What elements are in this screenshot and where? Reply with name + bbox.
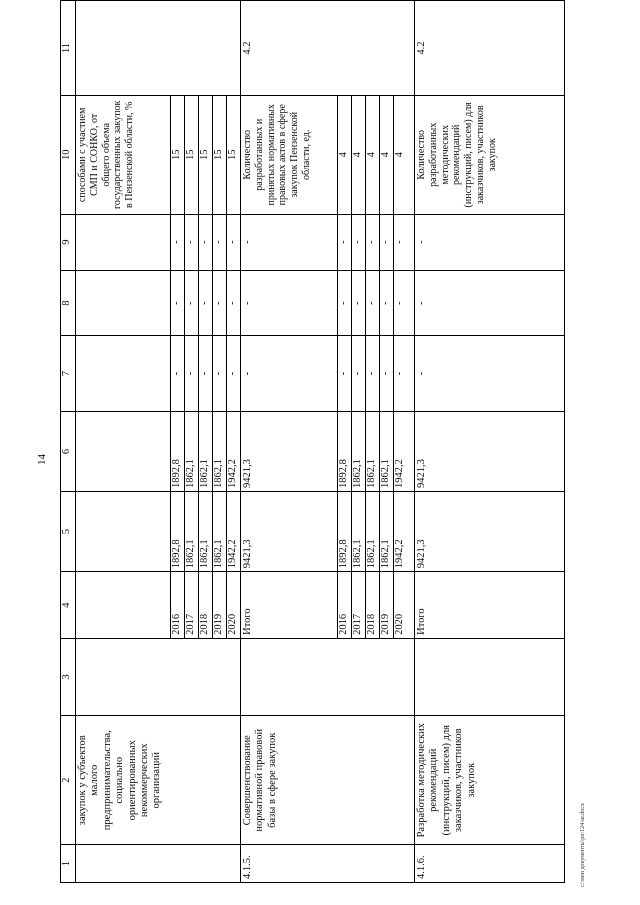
row2-total: -	[242, 240, 253, 244]
value-cell: 1892,8	[338, 492, 352, 571]
row2-col5-cell	[241, 492, 415, 572]
row3-name: Разработка методических рекомендаций (инструкций, писем) для заказчиков, участников закупок	[415, 716, 565, 845]
row3-col5: 9421,3	[415, 492, 565, 572]
row2-col8-cell	[241, 270, 415, 336]
row2-number: 4.1.5.	[241, 845, 415, 883]
value-cell: -	[227, 240, 238, 244]
value-cell: 4	[338, 96, 352, 213]
value-cell: 1862,1	[352, 492, 366, 571]
col-header-10: 10	[61, 96, 76, 214]
value-cell: 4	[394, 152, 405, 158]
value-cell: -	[352, 215, 366, 270]
year-cell: 2016	[171, 572, 185, 638]
row2-col6-cell	[241, 411, 415, 491]
row2-executor	[241, 638, 415, 715]
value-cell: -	[380, 336, 394, 410]
year-cell: 2018	[199, 572, 213, 638]
row2-indicator: Количество разработанных и принятых нормативных правовых актов в сфере закупок Пензенской области, ед.	[242, 104, 312, 206]
value-cell: -	[185, 271, 199, 336]
value-cell: -	[394, 301, 405, 305]
page-number: 14	[36, 454, 48, 465]
row2-col7-cell	[241, 336, 415, 411]
value-cell: 15	[185, 96, 199, 213]
value-cell: -	[185, 336, 199, 410]
value-cell: -	[352, 271, 366, 336]
value-cell: 1892,8	[171, 492, 185, 571]
value-cell: 1862,1	[380, 412, 394, 491]
col-header-1: 1	[61, 845, 76, 883]
row1-years-cell	[76, 572, 241, 639]
value-cell: -	[352, 336, 366, 410]
value-cell: -	[171, 336, 185, 410]
year-cell: 2020	[227, 613, 238, 635]
value-cell: 1862,1	[213, 412, 227, 491]
row2-name: Совершенствование нормативной правовой базы в сфере закупок	[241, 716, 415, 845]
year-cell: 2018	[366, 572, 380, 638]
year-cell: 2017	[352, 572, 366, 638]
value-cell: -	[338, 336, 352, 410]
value-cell: -	[227, 301, 238, 305]
value-cell: -	[199, 271, 213, 336]
value-cell: -	[366, 336, 380, 410]
row2-total: 9421,3	[242, 539, 253, 569]
row2-col10-cell	[241, 96, 415, 214]
row1-col6-cell	[76, 411, 241, 491]
value-cell: 15	[227, 149, 238, 161]
value-cell: -	[366, 215, 380, 270]
value-cell: 1892,8	[338, 412, 352, 491]
col-header-6: 6	[61, 411, 76, 491]
value-cell: -	[213, 271, 227, 336]
value-cell: 15	[199, 96, 213, 213]
value-cell: 1862,1	[366, 492, 380, 571]
year-cell: 2019	[213, 572, 227, 638]
col-header-8: 8	[61, 270, 76, 336]
row2-ref: 4.2	[241, 1, 415, 96]
row3-number: 4.1.6.	[415, 845, 565, 883]
row2-total-label: Итого	[242, 608, 253, 635]
row2-col9-cell	[241, 214, 415, 270]
row1-col8-cell	[76, 270, 241, 336]
value-cell: -	[394, 240, 405, 244]
col-header-9: 9	[61, 214, 76, 270]
row3-col7: -	[415, 336, 565, 411]
value-cell: -	[185, 215, 199, 270]
row2-total: -	[242, 301, 253, 305]
row1-indicator: способами с участием СМП и СОНКО, от общего объема государственных закупок в Пензенской области, %	[77, 100, 136, 210]
row2-years-cell	[241, 572, 415, 639]
value-cell: 1942,2	[394, 539, 405, 569]
value-cell: 1862,1	[199, 492, 213, 571]
col-header-11: 11	[61, 1, 76, 96]
value-cell: -	[227, 371, 238, 376]
row2-total: -	[242, 371, 253, 376]
row1-col7-cell	[76, 336, 241, 411]
row1-col10-cell	[76, 96, 241, 214]
value-cell: -	[394, 371, 405, 376]
row3-col9: -	[415, 214, 565, 270]
row1-col9-cell	[76, 214, 241, 270]
header-row	[61, 1, 76, 883]
year-cell: 2020	[394, 613, 405, 635]
table-row	[415, 1, 565, 883]
row2-total: 9421,3	[242, 459, 253, 489]
value-cell: 1862,1	[213, 492, 227, 571]
value-cell: -	[171, 215, 185, 270]
value-cell: 1942,2	[227, 459, 238, 489]
value-cell: 1862,1	[352, 412, 366, 491]
row3-col6: 9421,3	[415, 411, 565, 491]
value-cell: 1862,1	[185, 412, 199, 491]
year-cell: 2016	[338, 572, 352, 638]
row1-number	[76, 845, 241, 883]
row3-total-label: Итого	[415, 572, 565, 639]
col-header-4: 4	[61, 572, 76, 639]
value-cell: -	[380, 271, 394, 336]
value-cell: -	[199, 215, 213, 270]
value-cell: 1892,8	[171, 412, 185, 491]
table-row	[76, 1, 241, 883]
row3-col8: -	[415, 270, 565, 336]
col-header-7: 7	[61, 336, 76, 411]
value-cell: 4	[352, 96, 366, 213]
value-cell: 1862,1	[366, 412, 380, 491]
year-cell: 2017	[185, 572, 199, 638]
value-cell: -	[213, 336, 227, 410]
value-cell: -	[366, 271, 380, 336]
value-cell: 15	[213, 96, 227, 213]
value-cell: -	[199, 336, 213, 410]
value-cell: 1862,1	[199, 412, 213, 491]
row1-executor	[76, 638, 241, 715]
col-header-3: 3	[61, 638, 76, 715]
table-row	[241, 1, 415, 883]
value-cell: 1862,1	[185, 492, 199, 571]
col-header-5: 5	[61, 492, 76, 572]
value-cell: 4	[380, 96, 394, 213]
value-cell: 1862,1	[380, 492, 394, 571]
row1-col11	[76, 1, 241, 96]
value-cell: 15	[171, 96, 185, 213]
row1-col5-cell	[76, 492, 241, 572]
value-cell: 1942,2	[394, 459, 405, 489]
value-cell: -	[171, 271, 185, 336]
row1-name: закупок у субъектов малого предпринимательства, социально ориентированных некоммерческих организаций	[76, 716, 241, 845]
row3-indicator: Количество разработанных методических рекомендаций (инструкций, писем) для заказчиков, участников закупок	[415, 96, 565, 214]
value-cell: -	[338, 215, 352, 270]
value-cell: 4	[366, 96, 380, 213]
value-cell: -	[338, 271, 352, 336]
value-cell: -	[380, 215, 394, 270]
year-cell: 2019	[380, 572, 394, 638]
value-cell: -	[213, 215, 227, 270]
col-header-2: 2	[61, 716, 76, 845]
program-table	[60, 0, 565, 883]
value-cell: 1942,2	[227, 539, 238, 569]
row3-ref: 4.2	[415, 1, 565, 96]
footer-path: c:\мои документы\рп\124-ш.docx	[580, 803, 586, 887]
row3-executor	[415, 638, 565, 715]
